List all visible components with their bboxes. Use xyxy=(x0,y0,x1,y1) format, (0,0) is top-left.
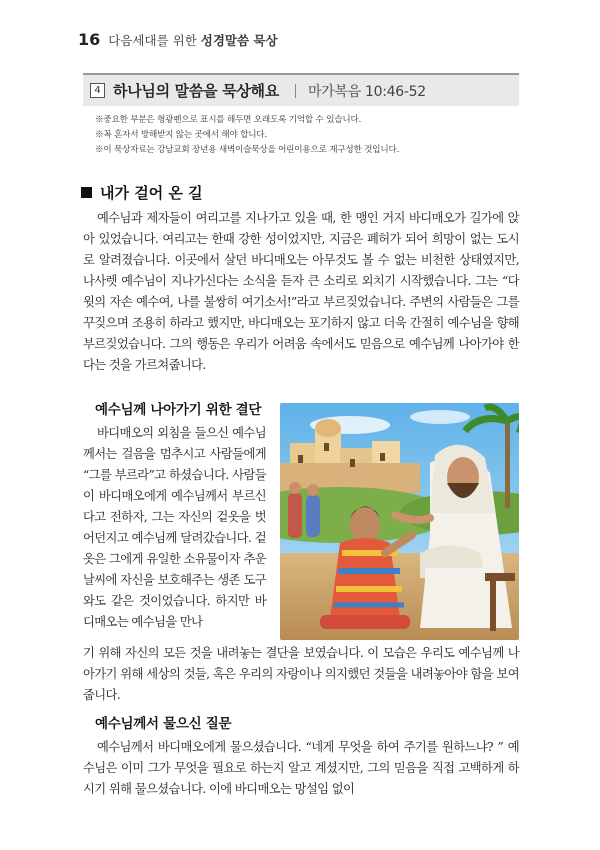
subheading-question: 예수님께서 물으신 질문 xyxy=(95,716,232,732)
black-square-icon xyxy=(81,187,92,198)
section-heading xyxy=(81,182,203,203)
note-item: ※꼭 혼자서 방해받지 않는 곳에서 해야 합니다. xyxy=(95,130,267,140)
lesson-number-box: 4 xyxy=(90,83,105,98)
section-title: 내가 걸어 온 길 xyxy=(100,184,203,202)
running-header xyxy=(78,30,278,49)
note-item: ※중요한 부분은 형광펜으로 표시를 해두면 오래도록 기억할 수 있습니다. xyxy=(95,115,362,125)
scripture-reference: 마가복음 10:46-52 xyxy=(307,83,426,100)
page-number: 16 xyxy=(78,30,101,49)
decision-paragraph-continued: 기 위해 자신의 모든 것을 내려놓는 결단을 보였습니다. 이 모습은 우리도 예수님께 나아가기 위해 세상의 것들, 혹은 우리의 자랑이나 의지했던 것들을 내려놓아야 함을 보여줍니다. xyxy=(83,646,519,702)
note-item: ※이 묵상자료는 강남교회 장년용 새벽이슬묵상을 어린이용으로 재구성한 것입니다. xyxy=(95,145,400,155)
intro-paragraph: 예수님과 제자들이 여리고를 지나가고 있을 때, 한 맹인 거지 바디매오가 길가에 앉아 있었습니다. 여리고는 한때 강한 성이었지만, 지금은 폐허가 되어 희망이 없는 도시로 알려졌습니다. 이곳에서 살던 바디매오는 아무것도 볼 수 없는 비천한 상태였지만, 나사렛 예수님이 지나가신다는 소식을 듣자 큰 소리로 외치기 시작했습니다. 그는 “다윗의 자손 예수여, 나를 불쌍히 여기소서!”라고 부르짖었습니다. 주변의 사람들은 그를 꾸짖으며 조용히 하라고 했지만, 바디매오는 포기하지 않고 더욱 간절히 예수님을 향해 부르짖었습니다. 그의 행동은 우리가 어려움 속에서도 믿음으로 예수님께 나아가야 한다는 것을 가르쳐줍니다. xyxy=(83,211,519,372)
subheading-decision: 예수님께 나아가기 위한 결단 xyxy=(95,402,262,418)
illustration-jesus-bartimaeus xyxy=(280,403,519,640)
book-title-light: 다음세대를 위한 xyxy=(108,33,197,48)
lesson-title-bar xyxy=(83,73,519,106)
decision-paragraph-side: 바디매오의 외침을 들으신 예수님께서는 걸음을 멈추시고 사람들에게 “그를 부르라”고 하셨습니다. 사람들이 바디매오에게 예수님께서 부르신다고 전하자, 그는 자신의 겉옷을 벗어던지고 예수님께 달려갔습니다. 겉옷은 그에게 유일한 소유물이자 추운 날씨에 자신을 보호해주는 생존 도구와도 같은 것이었습니다. 하지만 바디매오는 예수님을 만나 xyxy=(83,426,266,629)
question-paragraph: 예수님께서 바디매오에게 물으셨습니다. “네게 무엇을 하여 주기를 원하느냐? ” 예수님은 이미 그가 무엇을 필요로 하는지 알고 계셨지만, 그의 믿음을 직접 고백하게 하시기 위해 물으셨습니다. 이에 바디매오는 망설임 없이 xyxy=(83,740,519,796)
lesson-title: 하나님의 말씀을 묵상해요 xyxy=(113,82,279,100)
notes-list xyxy=(95,113,515,158)
title-divider xyxy=(295,84,296,98)
book-title-bold: 성경말씀 묵상 xyxy=(200,33,278,48)
